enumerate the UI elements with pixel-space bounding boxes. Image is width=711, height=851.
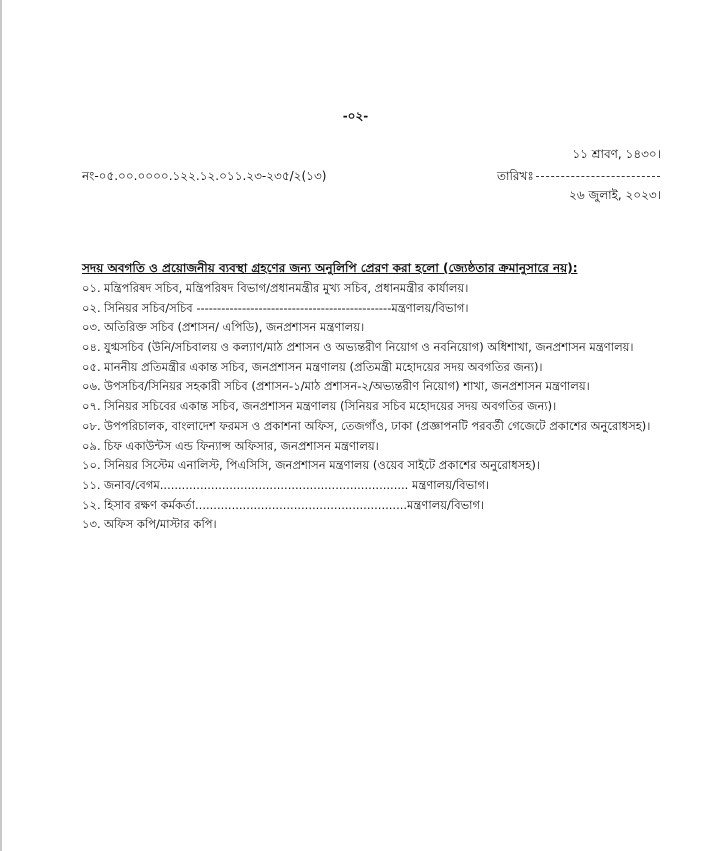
list-item (82, 437, 650, 457)
bengali-date: ১১ শ্রাবণ, ১৪৩০। (572, 147, 661, 161)
item-text: সিনিয়র সচিব/সচিব -----------------------------------------------মন্ত্রণালয়/বিভাগ। (104, 300, 469, 315)
date-line (536, 176, 660, 177)
item-text: উপসচিব/সিনিয়র সহকারী সচিব (প্রশাসন-১/মাঠ প্রশাসন-২/অভ্যন্তরীণ নিয়োগ) শাখা, জনপ্রশাসন মন্ত্রণালয়। (104, 379, 590, 394)
item-number: ০১. (82, 281, 101, 295)
item-number: ০৯. (82, 438, 101, 453)
list-item (82, 456, 650, 476)
item-number: ০৩. (82, 320, 101, 335)
item-number: ১১. (82, 477, 101, 492)
list-item (82, 515, 650, 535)
item-text: হিসাব রক্ষণ কর্মকর্তা..........................................................মন্ত্রণালয়/বিভাগ। (104, 497, 485, 512)
distribution-heading: সদয় অবগতি ও প্রয়োজনীয় ব্যবস্থা গ্রহণের জন্য অনুলিপি প্রেরণ করা হলো (জ্যেষ্ঠতার ক্রমানুসারে নয়): (82, 261, 578, 275)
list-item (82, 417, 650, 437)
item-number: ০২. (82, 300, 101, 315)
date-label: তারিখঃ (497, 169, 534, 183)
list-item (82, 318, 650, 338)
item-text: চিফ একাউন্টস এন্ড ফিন্যান্স অফিসার, জনপ্রশাসন মন্ত্রণালয়। (104, 438, 379, 453)
item-number: ১৩. (82, 517, 101, 532)
item-text: অফিস কপি/মাস্টার কপি। (104, 517, 217, 532)
memo-number: নং-০৫.০০.০০০০.১২২.১২.০১১.২৩-২৩৫/২(১৩) (82, 169, 327, 183)
list-item (82, 377, 650, 397)
item-number: ০৭. (82, 399, 101, 414)
item-number: ০৬. (82, 379, 101, 394)
list-item (82, 358, 650, 378)
recipient-list (82, 279, 650, 535)
item-number: ১২. (82, 497, 101, 512)
item-text: উপপরিচালক, বাংলাদেশ ফরমস ও প্রকাশনা অফিস, তেজগাঁও, ঢাকা (প্রজ্ঞাপনটি পরবর্তী গেজেটে প্রকাশের অনুরোধসহ)। (104, 418, 651, 433)
item-number: ০৪. (82, 340, 101, 355)
page-number: -০২- (342, 109, 369, 123)
item-text: মন্ত্রিপরিষদ সচিব, মন্ত্রিপরিষদ বিভাগ/প্রধানমন্ত্রীর মুখ্য সচিব, প্রধানমন্ত্রীর কার্যালয়। (104, 281, 469, 295)
list-item (82, 397, 650, 417)
item-text: মাননীয় প্রতিমন্ত্রীর একান্ত সচিব, জনপ্রশাসন মন্ত্রণালয় (প্রতিমন্ত্রী মহোদয়ের সদয় অবগতির জন্য)। (104, 359, 543, 374)
item-text: অতিরিক্ত সচিব (প্রশাসন/ এপিডি), জনপ্রশাসন মন্ত্রণালয়। (104, 320, 365, 335)
list-item (82, 496, 650, 516)
list-item (82, 476, 650, 496)
item-text: সিনিয়র সিস্টেম এনালিস্ট, পিএসিসি, জনপ্রশাসন মন্ত্রণালয় (ওয়েব সাইটে প্রকাশের অনুরোধসহ)। (104, 458, 540, 473)
list-item (82, 299, 650, 319)
date-field (497, 168, 660, 188)
list-item (82, 338, 650, 358)
item-text: যুগ্মসচিব (উনি/সচিবালয় ও কল্যাণ/মাঠ প্রশাসন ও অভ্যন্তরীণ নিয়োগ ও নবনিয়োগ) অধিশাখা, জনপ্রশাসন মন্ত্রণালয়। (104, 340, 634, 355)
english-date: ২৬ জুলাই, ২০২৩। (569, 188, 661, 202)
item-text: সিনিয়র সচিবের একান্ত সচিব, জনপ্রশাসন মন্ত্রণালয় (সিনিয়র সচিব মহোদয়ের সদয় অবগতির জন্য)। (104, 399, 557, 414)
list-item (82, 279, 650, 299)
item-number: ০৮. (82, 418, 101, 433)
item-number: ১০. (82, 458, 101, 473)
item-number: ০৫. (82, 359, 101, 374)
item-text: জনাব/বেগম.................................................................... মন্ত্রণালয়/বিভাগ। (104, 477, 490, 492)
